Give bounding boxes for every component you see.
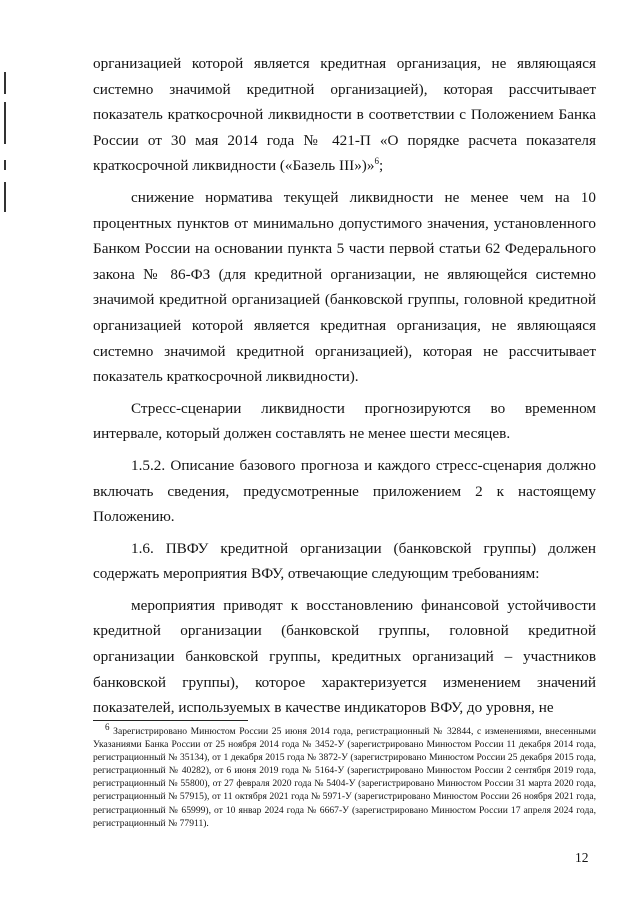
margin-change-bar	[4, 160, 6, 170]
footnote-text: Зарегистрировано Минюстом России 25 июня 2014 года, регистрационный № 32844, с изменениями, внесенными Указаниями Банка России от 25 ноября 2014 года № 3452-У (зарегистрировано Минюстом России 11 декабря 2014 года, регистрационный № 35134), от 1 декабря 2015 года № 3872-У (зарегистрировано Минюстом России 25 декабря 2015 года, регистрационный № 40282), от 6 июня 2019 года № 5164-У (зарегистрировано Минюстом России 2 сентября 2019 года, регистрационный № 55800), от 27 февраля 2020 года № 5404-У (зарегистрировано Минюстом России 31 марта 2020 года, регистрационный № 57915), от 11 октября 2021 года № 5971-У (зарегистрировано Минюстом России 26 ноября 2021 года, регистрационный № 65999), от 10 январ 2024 года № 6667-У (зарегистрировано Минюстом России 17 апреля 2024 года, регистрационный № 77911).	[93, 726, 596, 829]
margin-change-bar	[4, 102, 6, 144]
paragraph-1-5-2: 1.5.2. Описание базового прогноза и каждого стресс-сценария должно включать сведения, предусмотренные приложением 2 к настоящему Положению.	[93, 456, 596, 526]
page-number: 12	[575, 850, 589, 865]
footnote	[93, 721, 596, 830]
margin-change-bar	[4, 72, 6, 94]
footnote-separator	[93, 720, 248, 721]
paragraph-continuation: организацией которой является кредитная организация, не являющаяся системно значимой кредитной организацией), которая рассчитывает показатель краткосрочной ликвидности в соответствии с Положением Банка России от 30 мая 2014 года № 421-П «О порядке расчета показателя краткосрочной ликвидности («Базель III»)»$^6$;	[93, 55, 596, 175]
margin-change-bar	[4, 182, 6, 212]
footnote-reference[interactable]: 6	[374, 156, 379, 167]
paragraph-stress-scenarios: Стресс-сценарии ликвидности прогнозируются во временном интервале, который должен составлять не менее шести месяцев.	[93, 399, 596, 443]
paragraph-measures: мероприятия приводят к восстановлению финансовой устойчивости кредитной организации (банковской группы, головной кредитной организации банковской группы, кредитных организаций – участников банковской группы), которое характеризуется изменением значений показателей, используемых в качестве индикаторов ВФУ, до уровня, не	[93, 596, 596, 717]
paragraph-1-6: 1.6. ПВФУ кредитной организации (банковской группы) должен содержать мероприятия ВФУ, отвечающие следующим требованиям:	[93, 539, 596, 583]
body-text	[93, 51, 596, 721]
paragraph-liquidity-ratio: снижение норматива текущей ликвидности не менее чем на 10 процентных пунктов от минимально допустимого значения, установленного Банком России на основании пункта 5 части первой статьи 62 Федерального закона № 86-ФЗ (для кредитной организации, не являющейся системно значимой кредитной организацией (банковской группы, головной кредитной организацией которой является кредитная организация, не являющаяся системно значимой кредитной организацией), которая не рассчитывает показатель краткосрочной ликвидности).	[93, 188, 596, 386]
footnote-marker: 6	[105, 721, 110, 732]
